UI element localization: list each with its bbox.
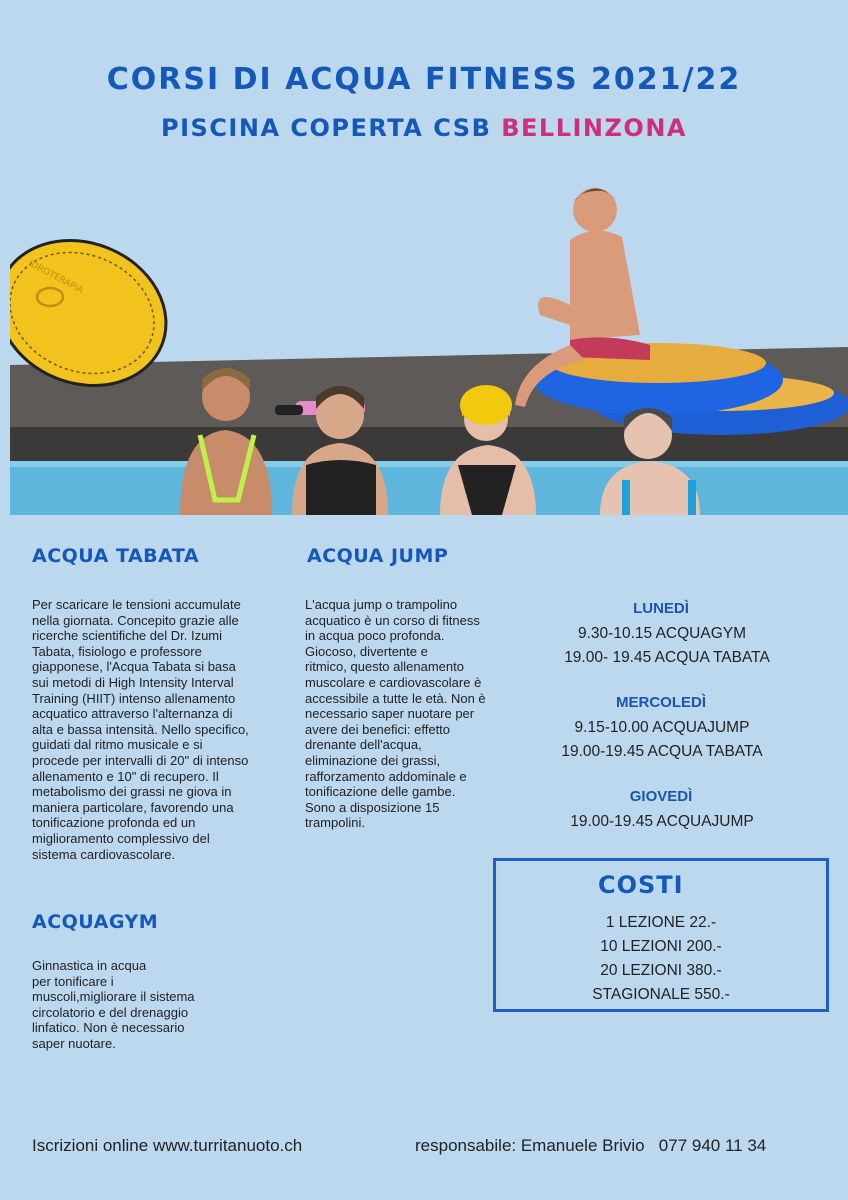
text-line: muscolare e cardiovascolare è bbox=[305, 674, 482, 690]
text-line: trampolini. bbox=[305, 815, 365, 831]
text-line: rafforzamento addominale e bbox=[305, 768, 467, 784]
contact-info: responsabile: Emanuele Brivio 077 940 11 34 bbox=[415, 1136, 767, 1155]
text-line: necessario saper nuotare per bbox=[305, 706, 475, 722]
text-line: in acqua poco profonda. bbox=[305, 628, 445, 644]
schedule-day-monday: LUNEDÌ bbox=[633, 600, 689, 617]
text-line: alta e bassa intensità. Nello specifico, bbox=[32, 721, 249, 737]
text-line: tonificazione profonda ed un bbox=[32, 815, 196, 831]
text-line: per tonificare i bbox=[32, 973, 114, 989]
text-line: tonificazione delle gambe. bbox=[305, 784, 456, 800]
text-line: linfatico. Non è necessario bbox=[32, 1020, 185, 1036]
page-title: CORSI DI ACQUA FITNESS 2021/22 bbox=[106, 62, 742, 97]
text-line: nella giornata. Concepito grazie alle bbox=[32, 612, 239, 628]
text-line: acquatico è un corso di fitness bbox=[305, 612, 480, 628]
text-line: muscoli,migliorare il sistema bbox=[32, 989, 195, 1005]
cost-item: 1 LEZIONE 22.- bbox=[605, 914, 717, 931]
gym-description bbox=[32, 958, 252, 1052]
cost-item: 20 LEZIONI 380.- bbox=[600, 962, 722, 979]
text-line: Training (HIIT) intenso allenamento bbox=[32, 690, 236, 706]
text-line: sui metodi di High Intensity Interval bbox=[32, 674, 234, 690]
schedule-slot: 19.00- 19.45 ACQUA TABATA bbox=[564, 649, 770, 666]
text-line: Ginnastica in acqua bbox=[32, 958, 147, 973]
text-line: avere dei benefici: effetto bbox=[305, 721, 451, 737]
text-line: Tabata, fisiologo e professore bbox=[32, 643, 202, 659]
pool-photo-illustration bbox=[10, 165, 848, 515]
jump-heading: ACQUA JUMP bbox=[307, 545, 449, 567]
text-line: ritmico, questo allenamento bbox=[305, 659, 464, 675]
schedule-slot: 19.00-19.45 ACQUA TABATA bbox=[561, 743, 763, 760]
text-line: accessibile a tutte le età. Non è bbox=[305, 690, 486, 706]
tabata-description bbox=[32, 597, 292, 862]
text-line: eliminazione dei grassi, bbox=[305, 752, 441, 768]
text-line: saper nuotare. bbox=[32, 1035, 116, 1051]
text-line: giapponese, l'Acqua Tabata si basa bbox=[32, 659, 236, 675]
text-line: procede per intervalli di 20" di intenso bbox=[32, 752, 249, 768]
cost-item: STAGIONALE 550.- bbox=[592, 986, 730, 1003]
schedule-slot: 9.30-10.15 ACQUAGYM bbox=[578, 625, 746, 642]
text-line: ricerche scientifiche del Dr. Izumi bbox=[32, 628, 223, 644]
cost-item: 10 LEZIONI 200.- bbox=[600, 938, 722, 955]
schedule-slot: 19.00-19.45 ACQUAJUMP bbox=[570, 813, 754, 830]
jump-description bbox=[305, 597, 515, 831]
text-line: circolatorio e del drenaggio bbox=[32, 1004, 189, 1020]
text-line: allenamento e 10" di recupero. Il bbox=[32, 768, 219, 784]
text-line: Per scaricare le tensioni accumulate bbox=[32, 597, 241, 612]
schedule-slot: 9.15-10.00 ACQUAJUMP bbox=[574, 719, 750, 736]
text-line: sistema cardiovascolare. bbox=[32, 846, 176, 862]
schedule-day-thursday: GIOVEDÌ bbox=[629, 788, 693, 805]
text-line: maniera particolare, favorendo una bbox=[32, 799, 234, 815]
text-line: L'acqua jump o trampolino bbox=[305, 597, 458, 612]
subtitle-city: BELLINZONA bbox=[501, 114, 687, 142]
text-line: miglioramento complessivo del bbox=[32, 830, 210, 846]
costs-heading: COSTI bbox=[598, 871, 684, 899]
trampoline-logo: IDROTERAPIA bbox=[26, 258, 85, 297]
text-line: drenante dell'acqua, bbox=[305, 737, 422, 753]
signup-link[interactable]: Iscrizioni online www.turritanuoto.ch bbox=[32, 1136, 303, 1155]
tabata-heading: ACQUA TABATA bbox=[32, 545, 200, 567]
costs-box bbox=[493, 858, 829, 1012]
text-line: Sono a disposizione 15 bbox=[305, 799, 440, 815]
text-line: guidati dal ritmo musicale e si bbox=[32, 737, 203, 753]
text-line: Giocoso, divertente e bbox=[305, 643, 428, 659]
pool-photo bbox=[10, 165, 848, 515]
subtitle-main: PISCINA COPERTA CSB bbox=[161, 114, 492, 142]
text-line: acquatico attraverso l'alternanza di bbox=[32, 706, 233, 722]
schedule-day-wednesday: MERCOLEDÌ bbox=[616, 694, 706, 711]
gym-heading: ACQUAGYM bbox=[32, 911, 159, 933]
text-line: metabolismo dei grassi ne giova in bbox=[32, 784, 232, 800]
page-subtitle bbox=[0, 114, 848, 142]
